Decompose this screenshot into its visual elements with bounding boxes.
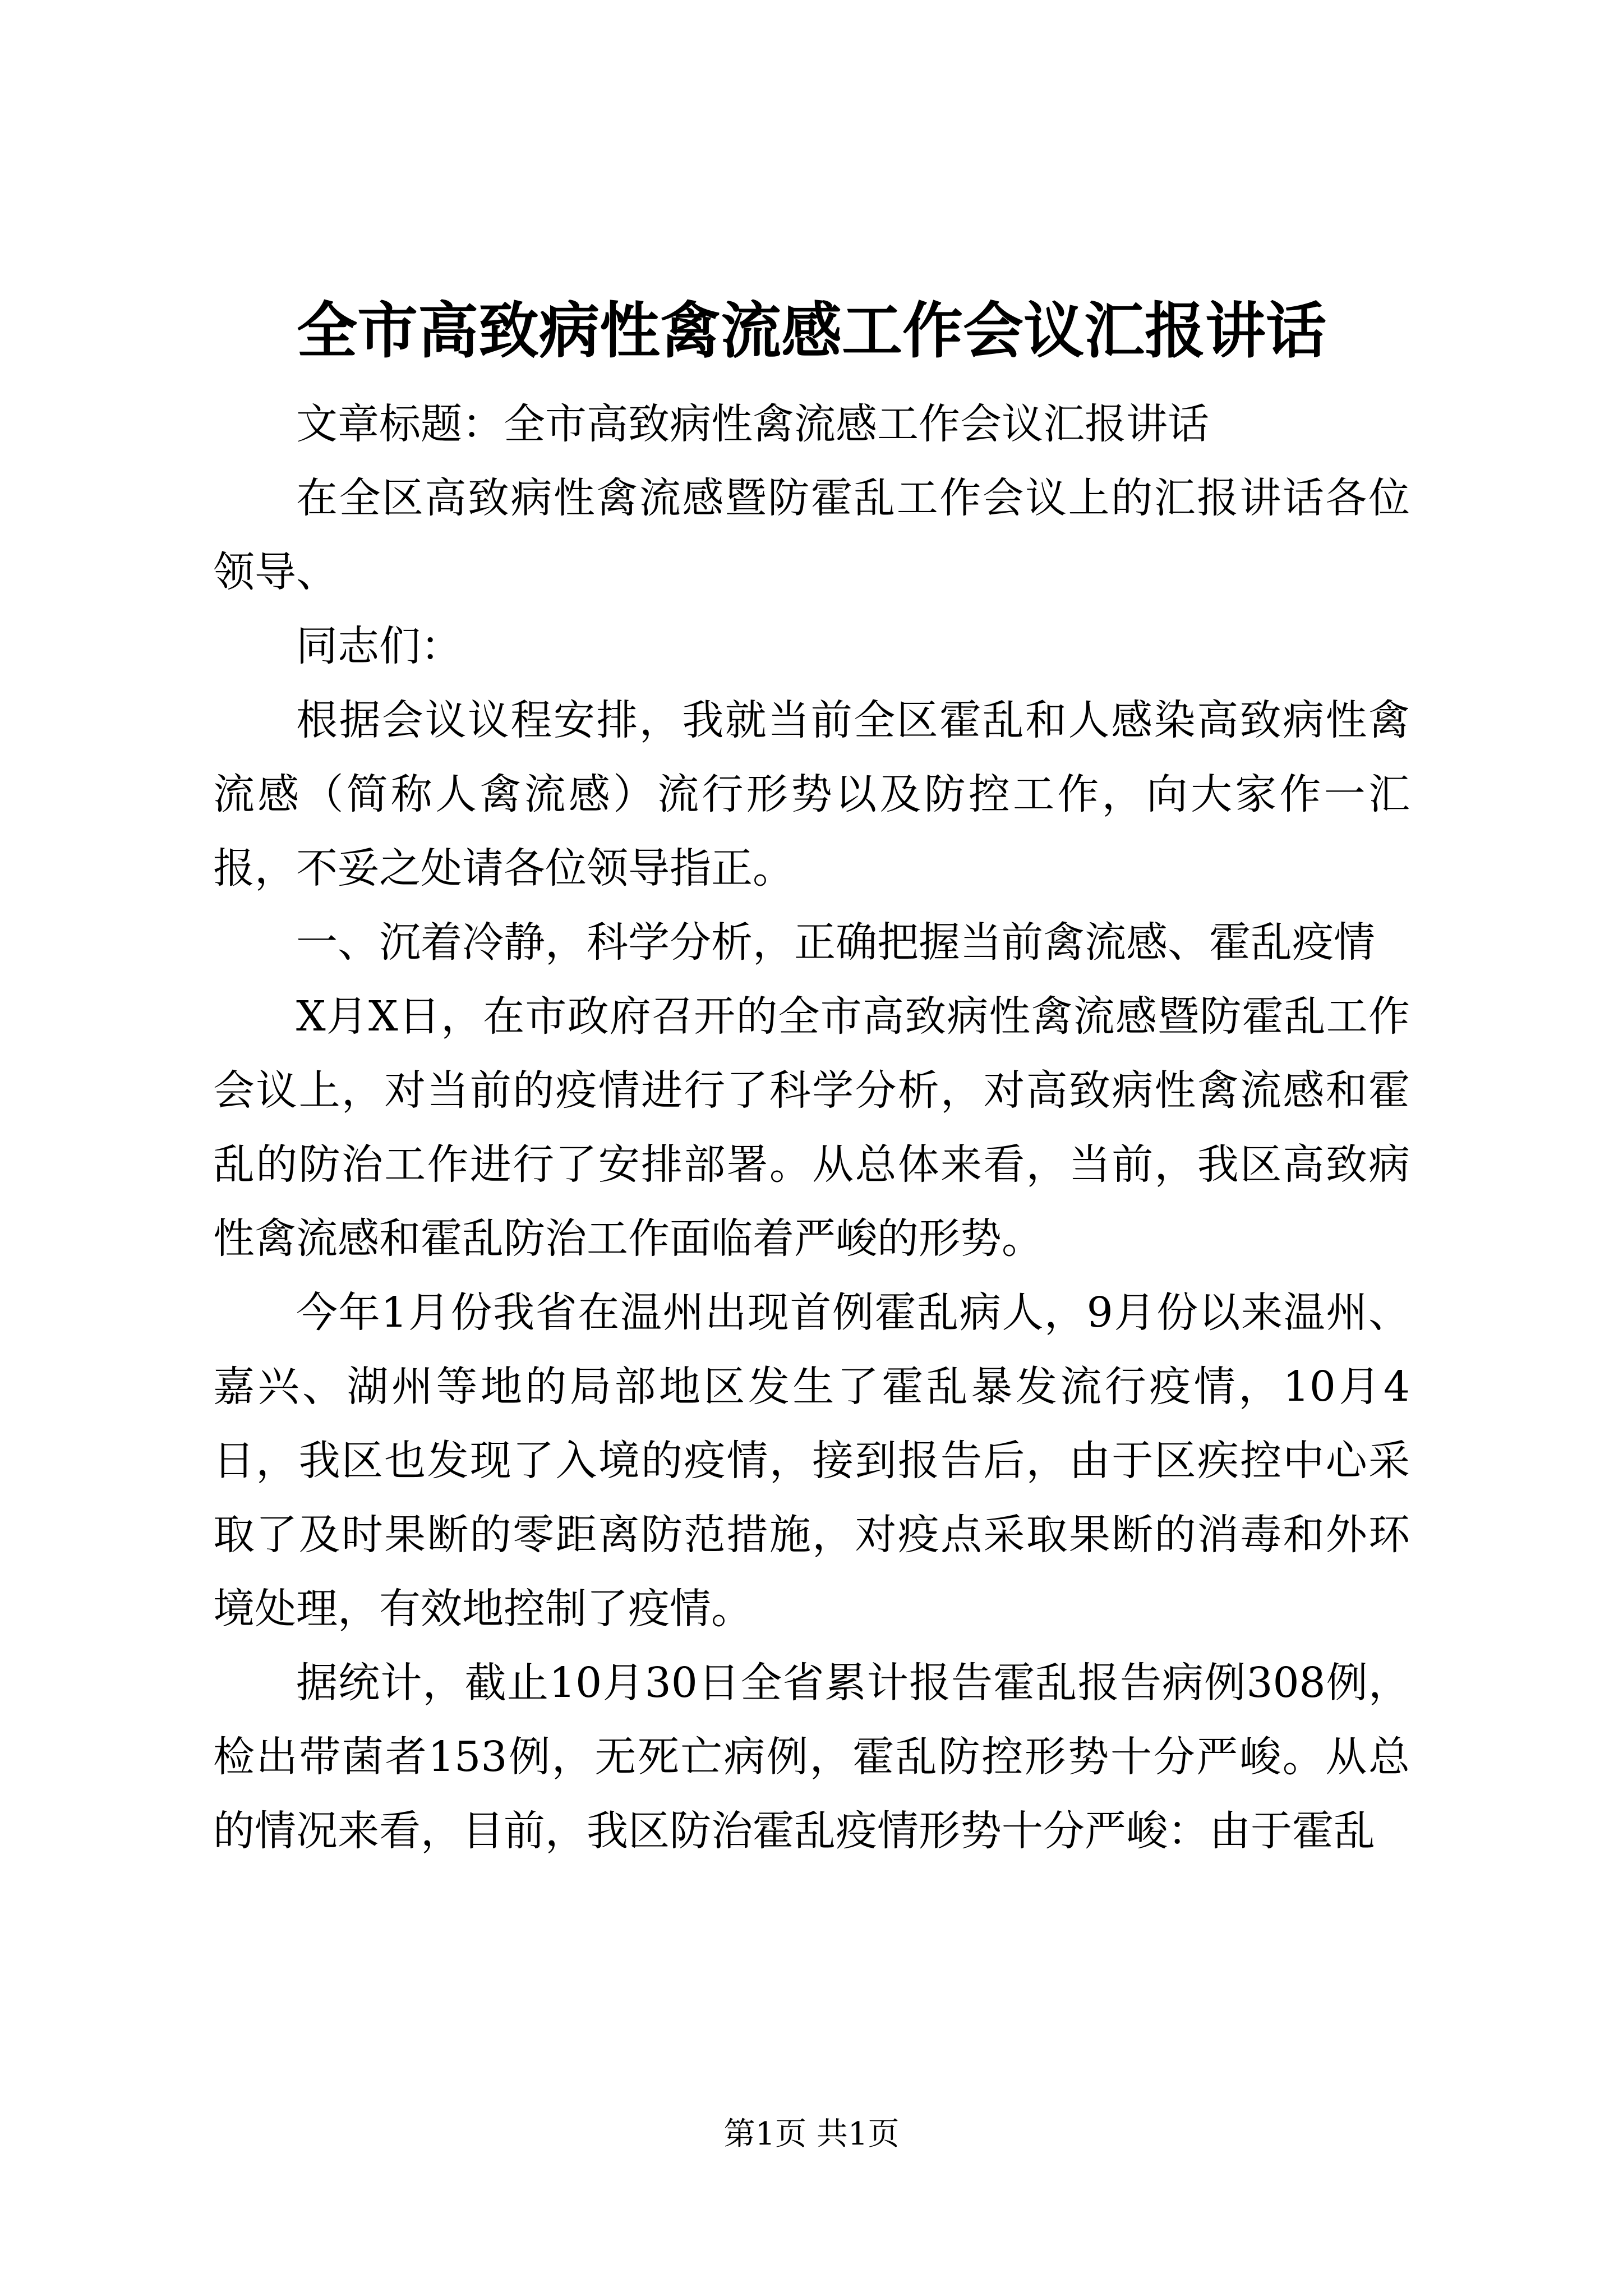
- paragraph-greeting: 同志们：: [296, 622, 462, 670]
- paragraph-intro: 根据会议议程安排，我就当前全区霍乱和人感染高致病性禽流感（简称人禽流感）流行形势以及防控工作，向大家作一汇报，不妥之处请各位领导指正。: [213, 696, 1410, 892]
- page-footer: 第1页 共1页: [723, 2116, 900, 2152]
- paragraph-statistics: 据统计，截止10月30日全省累计报告霍乱报告病例308例，检出带菌者153例，无死亡病例，霍乱防控形势十分严峻。从总的情况来看，目前，我区防治霍乱疫情形势十分严峻：由于霍乱: [213, 1659, 1410, 1855]
- document-body: [213, 387, 1410, 1868]
- paragraph-section-heading: 一、沉着冷静，科学分析，正确把握当前禽流感、霍乱疫情: [296, 918, 1375, 967]
- paragraph-meeting-summary: X月X日，在市政府召开的全市高致病性禽流感暨防霍乱工作会议上，对当前的疫情进行了科学分析，对高致病性禽流感和霍乱的防治工作进行了安排部署。从总体来看，当前，我区高致病性禽流感和霍乱防治工作面临着严峻的形势。: [213, 992, 1410, 1263]
- paragraph-outbreak-report: 今年1月份我省在温州出现首例霍乱病人，9月份以来温州、嘉兴、湖州等地的局部地区发生了霍乱暴发流行疫情，10月4日，我区也发现了入境的疫情，接到报告后，由于区疾控中心采取了及时果断的零距离防范措施，对疫点采取果断的消毒和外环境处理，有效地控制了疫情。: [213, 1289, 1410, 1633]
- paragraph-speech-heading: 在全区高致病性禽流感暨防霍乱工作会议上的汇报讲话各位领导、: [213, 474, 1410, 596]
- paragraph-article-title: 文章标题：全市高致病性禽流感工作会议汇报讲话: [296, 400, 1209, 448]
- document-title: 全市高致病性禽流感工作会议汇报讲话: [296, 296, 1326, 366]
